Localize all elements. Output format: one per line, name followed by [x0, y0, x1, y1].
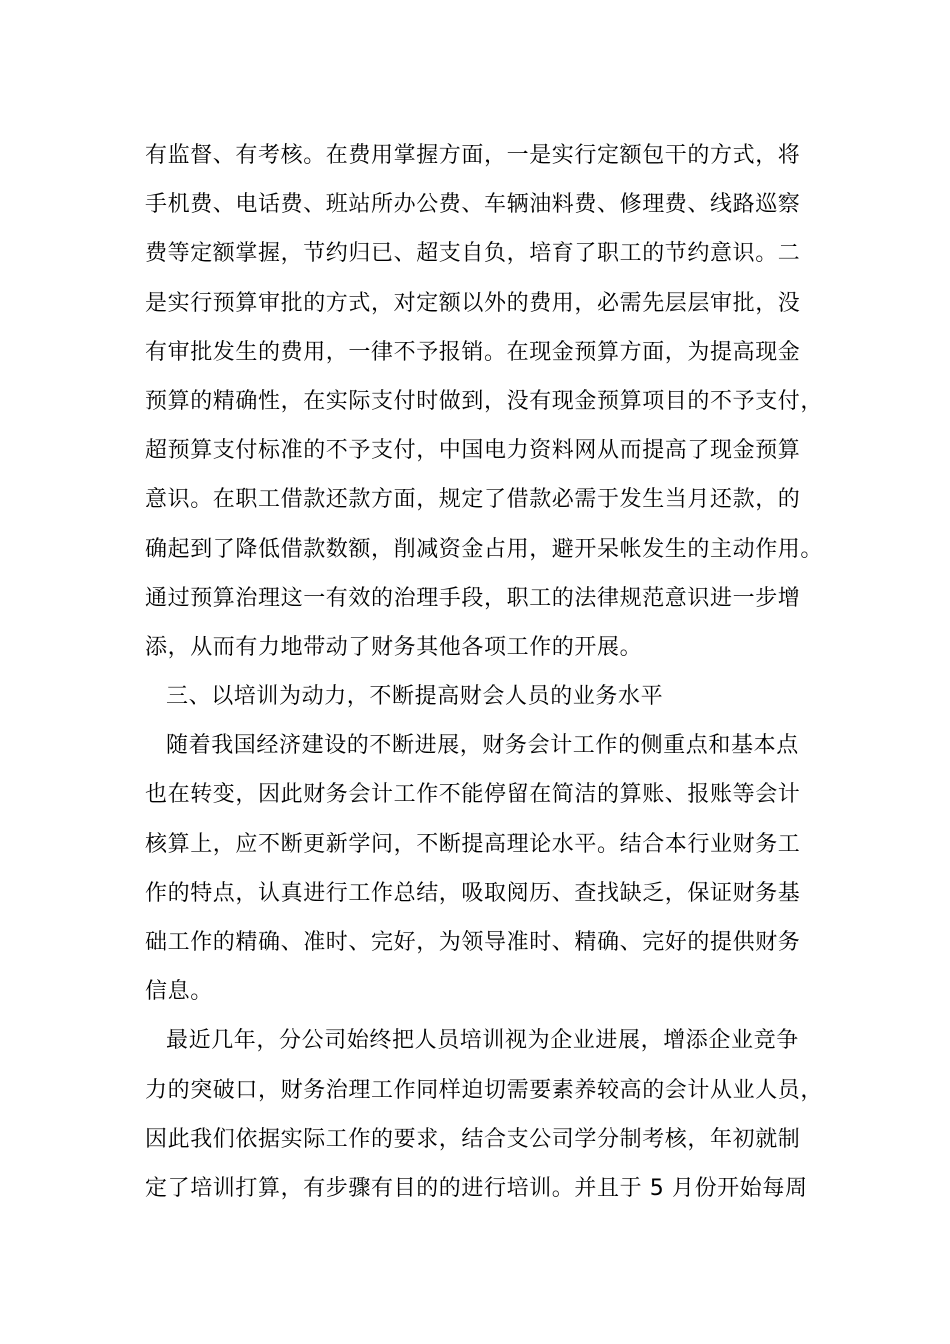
text-line: 有审批发生的费用，一律不予报销。在现金预算方面，为提高现金	[145, 339, 801, 365]
text-line: 础工作的精确、准时、完好，为领导准时、精确、完好的提供财务	[145, 930, 801, 955]
text-line: 超预算支付标准的不予支付，中国电力资料网从而提高了现金预算	[145, 438, 801, 464]
text-line: 作的特点，认真进行工作总结，吸取阅历、查找缺乏，保证财务基	[145, 880, 801, 906]
text-line: 信息。	[145, 979, 213, 1005]
text-line: 是实行预算审批的方式，对定额以外的费用，必需先层层审批，没	[145, 290, 801, 316]
paragraph-start-line: 随着我国经济建设的不断进展，财务会计工作的侧重点和基本点	[166, 733, 799, 759]
text-line: 确起到了降低借款数额，削减资金占用，避开呆帐发生的主动作用。	[145, 536, 824, 562]
text-line: 预算的精确性，在实际支付时做到，没有现金预算项目的不予支付，	[145, 388, 824, 414]
text-line: 手机费、电话费、班站所办公费、车辆油料费、修理费、线路巡察	[145, 192, 801, 218]
text-line: 因此我们依据实际工作的要求，结合支公司学分制考核，年初就制	[145, 1126, 801, 1152]
text-line: 添，从而有力地带动了财务其他各项工作的开展。	[145, 634, 643, 660]
text-line: 费等定额掌握，节约归已、超支自负，培育了职工的节约意识。二	[145, 241, 801, 267]
section-heading: 三、以培训为动力，不断提高财会人员的业务水平	[166, 684, 664, 710]
text-line: 有监督、有考核。在费用掌握方面，一是实行定额包干的方式，将	[145, 143, 801, 168]
text-line: 也在转变，因此财务会计工作不能停留在简洁的算账、报账等会计	[145, 782, 801, 808]
text-line: 意识。在职工借款还款方面，规定了借款必需于发生当月还款，的	[145, 487, 801, 513]
text-line: 通过预算治理这一有效的治理手段，职工的法律规范意识进一步增	[145, 585, 801, 611]
paragraph-start-line: 最近几年，分公司始终把人员培训视为企业进展，增添企业竞争	[166, 1028, 799, 1054]
text-line: 核算上，应不断更新学问，不断提高理论水平。结合本行业财务工	[145, 831, 801, 857]
text-line: 定了培训打算，有步骤有目的的进行培训。并且于 5 月份开始每周	[145, 1175, 808, 1201]
document-body	[145, 131, 825, 1213]
text-line: 力的突破口，财务治理工作同样迫切需要素养较高的会计从业人员，	[145, 1077, 824, 1103]
